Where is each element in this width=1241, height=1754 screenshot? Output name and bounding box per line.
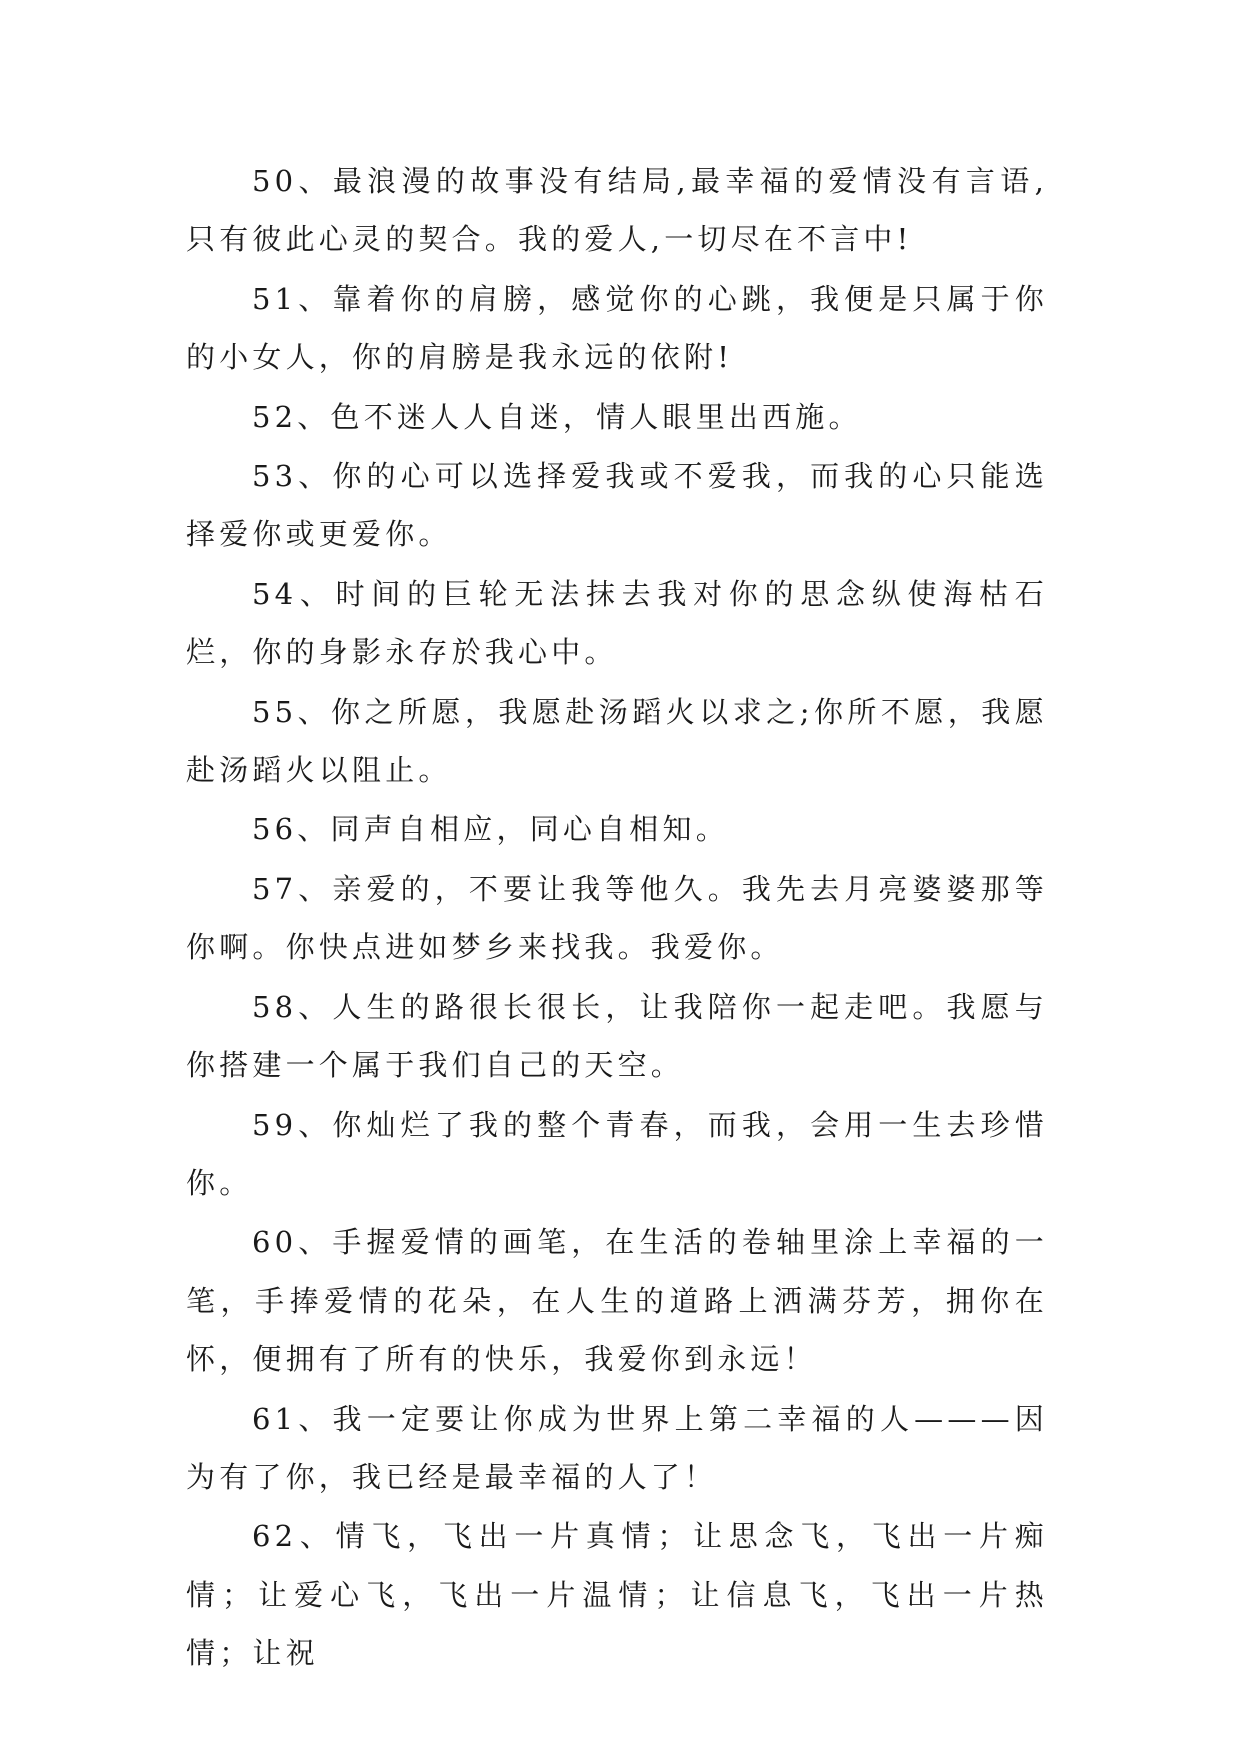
paragraph-50: 50、最浪漫的故事没有结局,最幸福的爱情没有言语,只有彼此心灵的契合。我的爱人,一切尽在不言中! (186, 164, 1048, 257)
paragraph-60: 60、手握爱情的画笔，在生活的卷轴里涂上幸福的一笔，手捧爱情的花朵，在人生的道路上洒满芬芳，拥你在怀，便拥有了所有的快乐，我爱你到永远！ (186, 1225, 1048, 1377)
paragraph-53: 53、你的心可以选择爱我或不爱我，而我的心只能选择爱你或更爱你。 (186, 459, 1048, 552)
paragraph-51: 51、靠着你的肩膀，感觉你的心跳，我便是只属于你的小女人，你的肩膀是我永远的依附! (186, 281, 1048, 375)
paragraph-54: 54、时间的巨轮无法抹去我对你的思念纵使海枯石烂，你的身影永存於我心中。 (186, 576, 1048, 670)
paragraph-57: 57、亲爱的，不要让我等他久。我先去月亮婆婆那等你啊。你快点进如梦乡来找我。我爱你。 (186, 871, 1048, 965)
document-body (186, 152, 1048, 1684)
paragraph-59: 59、你灿烂了我的整个青春，而我，会用一生去珍惜你。 (186, 1107, 1048, 1200)
paragraph-61: 61、我一定要让你成为世界上第二幸福的人———因为有了你，我已经是最幸福的人了！ (186, 1401, 1048, 1494)
paragraph-56: 56、同声自相应，同心自相知。 (252, 812, 729, 847)
paragraph-55: 55、你之所愿，我愿赴汤蹈火以求之;你所不愿，我愿赴汤蹈火以阻止。 (186, 694, 1048, 788)
paragraph-52: 52、色不迷人人自迷，情人眼里出西施。 (252, 399, 862, 434)
paragraph-58: 58、人生的路很长很长，让我陪你一起走吧。我愿与你搭建一个属于我们自己的天空。 (186, 989, 1048, 1083)
paragraph-62: 62、情飞，飞出一片真情；让思念飞，飞出一片痴情；让爱心飞，飞出一片温情；让信息飞，飞出一片热情；让祝 (186, 1519, 1048, 1671)
